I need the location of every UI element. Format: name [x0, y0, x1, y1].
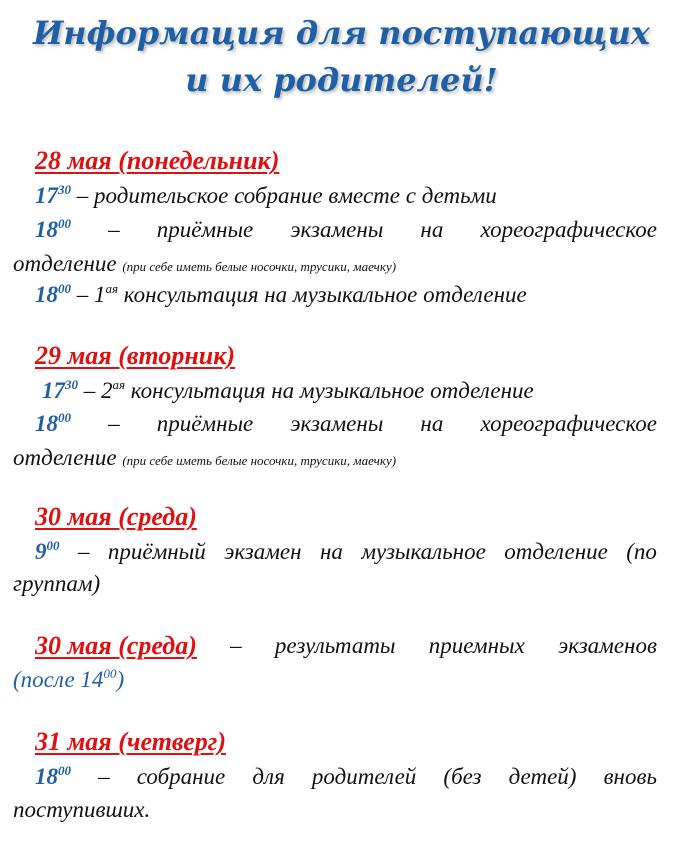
day-heading: 30 мая (среда)	[35, 502, 197, 531]
note: (при себе иметь белые носочки, трусики, маечку)	[122, 453, 397, 468]
day-heading: 30 мая (среда)	[35, 631, 197, 660]
note: (при себе иметь белые носочки, трусики, маечку)	[122, 259, 397, 274]
schedule-line: $18^{00}$ – приёмные экзамены на хореографическое	[35, 409, 657, 439]
time: $18^{00}$	[35, 763, 71, 789]
schedule-line: $18^{00}$ – собрание для родителей (без детей) вновь	[35, 762, 657, 792]
title-line-1: Информация для поступающих	[33, 14, 650, 52]
time: $18^{00}$	[35, 410, 71, 436]
day-heading: 29 мая (вторник)	[35, 341, 236, 370]
schedule-line: $18^{00}$ – приёмные экзамены на хореографическое	[35, 215, 657, 245]
time: $17^{30}$	[35, 182, 71, 208]
schedule-line: $17^{30} - 2^{ая}$ консультация на музыкальное отделение	[42, 377, 534, 403]
schedule-line: $9^{00}$ – приёмный экзамен на музыкальное отделение (по	[35, 537, 657, 567]
day-heading: 31 мая (четверг)	[35, 727, 227, 756]
schedule-line-continued: группам)	[13, 571, 101, 596]
time: $9^{00}$	[35, 538, 60, 564]
schedule-line-continued: отделение (при себе иметь белые носочки, трусики, маечку)	[13, 251, 397, 276]
time: $18^{00}$	[35, 281, 71, 307]
schedule-line: $18^{00} - 1^{ая}$ консультация на музыкальное отделение	[35, 281, 527, 307]
day-heading: 28 мая (понедельник)	[35, 146, 280, 175]
schedule-line-continued: отделение (при себе иметь белые носочки, трусики, маечку)	[13, 445, 397, 470]
schedule-line: $17^{30}$ – родительское собрание вместе с детьми	[35, 182, 497, 208]
time: $18^{00}$	[35, 216, 71, 242]
results-time: (после $14^{00}$)	[13, 666, 125, 692]
title-line-2: и их родителей!	[185, 61, 498, 99]
time: $17^{30}$	[42, 377, 78, 403]
page-title	[0, 10, 683, 104]
results-line: 30 мая (среда) – результаты приемных экзаменов	[35, 631, 657, 660]
schedule-line-continued: поступивших.	[13, 797, 151, 822]
